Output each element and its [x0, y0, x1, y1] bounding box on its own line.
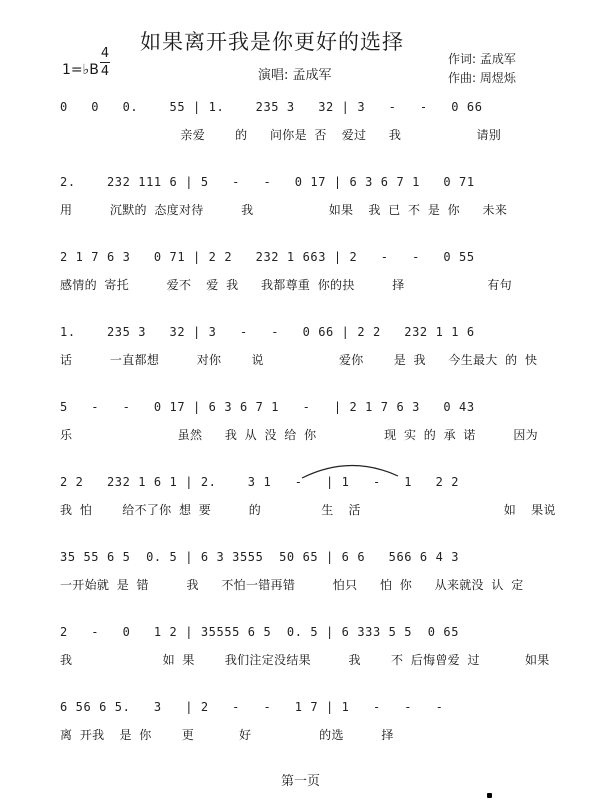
lyric-line: 话 一直都想 对你 说 爱你 是 我 今生最大 的 快: [60, 353, 538, 367]
lyricist-credit: 作词: 孟成军: [448, 52, 516, 66]
singer-credit: 演唱: 孟成军: [258, 68, 332, 83]
lyric-line: 离 开我 是 你 更 好 的选 择: [60, 728, 394, 742]
time-signature-bottom: 4: [100, 64, 110, 79]
page-footer: 第一页: [280, 774, 320, 789]
key-signature: 1=♭B: [62, 62, 99, 78]
time-signature-divider: [100, 62, 110, 63]
score-line: [0, 550, 601, 610]
notation-line: 2 2 232 1 6 1 | 2. 3 1 - | 1 - 1 2 2: [60, 475, 460, 489]
score-line: [0, 325, 601, 385]
time-signature-top: 4: [100, 46, 110, 61]
lyric-line: 我 怕 给不了你 想 要 的 生 活 如 果说: [60, 503, 556, 517]
score-line: [0, 175, 601, 235]
notation-line: 1. 235 3 32 | 3 - - 0 66 | 2 2 232 1 1 6: [60, 325, 475, 339]
lyric-line: 亲爱 的 问你是 否 爱过 我 请别: [60, 128, 502, 142]
score-line: [0, 625, 601, 685]
lyric-line: 感情的 寄托 爱不 爱 我 我都尊重 你的抉 择 有句: [60, 278, 512, 292]
notation-line: 2 1 7 6 3 0 71 | 2 2 232 1 663 | 2 - - 0 55: [60, 250, 475, 264]
score-line: [0, 100, 601, 160]
lyric-line: 乐 虽然 我 从 没 给 你 现 实 的 承 诺 因为: [60, 428, 538, 442]
lyric-line: 一开始就 是 错 我 不怕一错再错 怕只 怕 你 从来就没 认 定: [60, 578, 524, 592]
notation-line: 5 - - 0 17 | 6 3 6 7 1 - | 2 1 7 6 3 0 43: [60, 400, 475, 414]
score-line: [0, 700, 601, 760]
tie-slur: [300, 458, 400, 480]
song-title: 如果离开我是你更好的选择: [140, 30, 404, 54]
notation-line: 0 0 0. 55 | 1. 235 3 32 | 3 - - 0 66: [60, 100, 483, 114]
score-line: [0, 475, 601, 535]
notation-line: 2. 232 111 6 | 5 - - 0 17 | 6 3 6 7 1 0 71: [60, 175, 475, 189]
corner-mark: [487, 793, 492, 798]
score-line: [0, 400, 601, 460]
score-line: [0, 250, 601, 310]
notation-line: 6 56 6 5. 3 | 2 - - 1 7 | 1 - - -: [60, 700, 444, 714]
lyric-line: 用 沉默的 态度对待 我 如果 我 已 不 是 你 未来: [60, 203, 508, 217]
notation-line: 2 - 0 1 2 | 35555 6 5 0. 5 | 6 333 5 5 0 65: [60, 625, 460, 639]
composer-credit: 作曲: 周煜烁: [448, 71, 516, 85]
time-signature: [100, 46, 110, 79]
notation-line: 35 55 6 5 0. 5 | 6 3 3555 50 65 | 6 6 566 6 4 3: [60, 550, 460, 564]
lyric-line: 我 如 果 我们注定没结果 我 不 后悔曾爱 过 如果: [60, 653, 550, 667]
